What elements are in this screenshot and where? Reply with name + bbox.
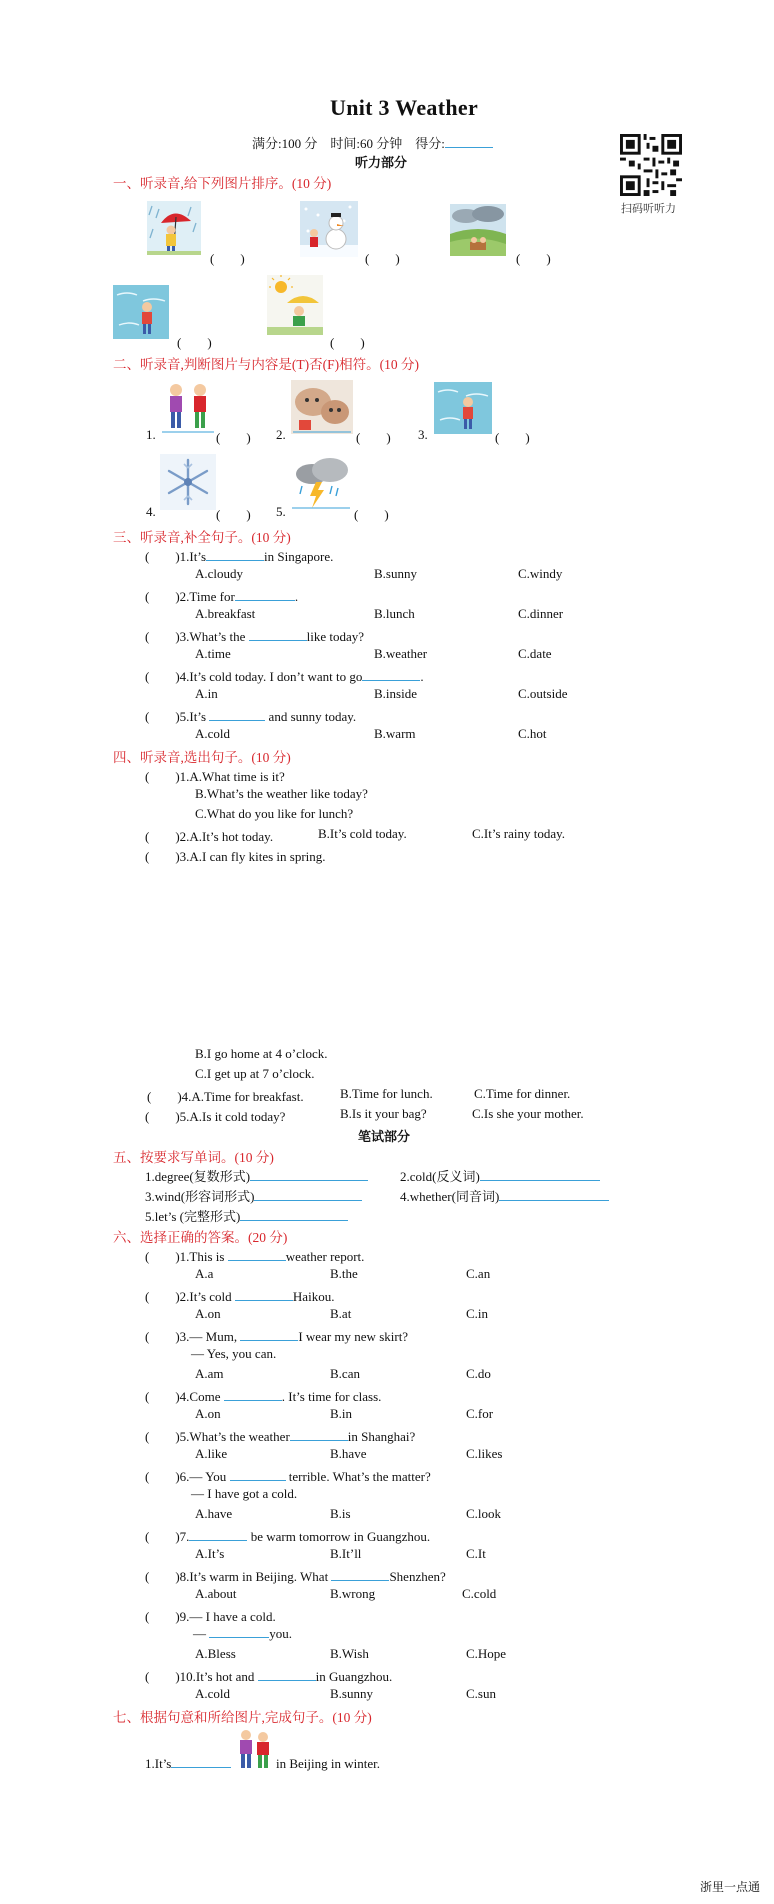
s6-q6-reply: — I have got a cold. [191, 1486, 298, 1501]
s6-q3-option-c[interactable]: C.do [466, 1366, 491, 1381]
s6-blank-3[interactable] [240, 1329, 298, 1341]
s6-q2-option-c[interactable]: C.in [466, 1306, 489, 1321]
section-6-heading: 六、选择正确的答案。(20 分) [113, 1230, 288, 1245]
s2-num-3: 3. [418, 427, 428, 442]
s1-blank-5[interactable]: ( ) [330, 335, 365, 350]
s3-q4-option-c[interactable]: C.outside [518, 686, 568, 701]
s7-question-1-end: in Beijing in winter. [276, 1756, 380, 1771]
s2-num-4: 4. [146, 504, 156, 519]
s6-q1-option-c[interactable]: C.an [466, 1266, 491, 1281]
page-title: Unit 3 Weather [330, 95, 479, 120]
s6-blank-9[interactable] [209, 1626, 269, 1638]
s4-question-5: ( )5.A.Is it cold today? [145, 1109, 286, 1124]
s5-blank-4[interactable] [499, 1189, 609, 1201]
s5-item-4: 4.whether(同音词) [400, 1186, 609, 1205]
s6-q7-option-a[interactable]: A.It’s [195, 1546, 225, 1561]
s6-question-1: ( )1.This is weather report. [145, 1249, 365, 1264]
s3-q1-option-a[interactable]: A.cloudy [195, 566, 244, 581]
s6-q8-option-a[interactable]: A.about [195, 1586, 237, 1601]
s3-q5-option-b[interactable]: B.warm [374, 726, 416, 741]
s4-q2-option-c[interactable]: C.It’s rainy today. [472, 826, 566, 841]
s2-blank-5[interactable]: ( ) [354, 507, 389, 522]
s1-blank-2[interactable]: ( ) [365, 251, 400, 266]
thunderstorm-picture [290, 456, 352, 510]
s6-blank-1[interactable] [228, 1249, 286, 1261]
s4-q1-option-b[interactable]: B.What’s the weather like today? [195, 786, 368, 801]
s2-blank-4[interactable]: ( ) [216, 507, 251, 522]
s3-q1-option-c[interactable]: C.windy [518, 566, 563, 581]
s5-item-1: 1.degree(复数形式) [145, 1166, 368, 1185]
s6-q4-option-a[interactable]: A.on [195, 1406, 221, 1421]
s6-q6-option-b[interactable]: B.is [330, 1506, 351, 1521]
score-line: 满分:100 分 时间:60 分钟 得分: [252, 133, 493, 152]
s6-q3-option-a[interactable]: A.am [195, 1366, 224, 1381]
s3-q2-option-c[interactable]: C.dinner [518, 606, 564, 621]
s5-item-2: 2.cold(反义词) [400, 1166, 600, 1185]
s6-blank-6[interactable] [230, 1469, 286, 1481]
s2-num-5: 5. [276, 504, 286, 519]
s3-q3-option-a[interactable]: A.time [195, 646, 231, 661]
s3-blank-2[interactable] [235, 589, 295, 601]
s6-question-9: ( )9.— I have a cold. [145, 1609, 276, 1624]
s3-q3-option-c[interactable]: C.date [518, 646, 552, 661]
s4-question-3: ( )3.A.I can fly kites in spring. [145, 849, 326, 864]
s6-q8-option-c[interactable]: C.cold [462, 1586, 497, 1601]
s6-q7-option-c[interactable]: C.It [466, 1546, 486, 1561]
s6-q5-option-a[interactable]: A.like [195, 1446, 228, 1461]
s3-q5-option-c[interactable]: C.hot [518, 726, 547, 741]
s1-blank-3[interactable]: ( ) [516, 251, 551, 266]
s6-blank-2[interactable] [235, 1289, 293, 1301]
s5-blank-2[interactable] [480, 1169, 600, 1181]
s3-blank-3[interactable] [249, 629, 307, 641]
score-blank[interactable] [445, 136, 493, 148]
s6-q9-option-a[interactable]: A.Bless [195, 1646, 236, 1661]
s4-q2-option-b[interactable]: B.It’s cold today. [318, 826, 407, 841]
s5-item-5: 5.let’s (完整形式) [145, 1206, 348, 1225]
s5-blank-5[interactable] [240, 1209, 348, 1221]
s3-q2-option-a[interactable]: A.breakfast [195, 606, 256, 621]
s6-question-6: ( )6.— You terrible. What’s the matter? [145, 1469, 431, 1484]
qr-code [620, 134, 682, 196]
cloudy-field-picture [450, 204, 506, 256]
s6-q2-option-b[interactable]: B.at [330, 1306, 352, 1321]
s3-blank-4[interactable] [362, 669, 420, 681]
wind-faces-picture [291, 380, 353, 434]
s3-q2-option-b[interactable]: B.lunch [374, 606, 415, 621]
s1-blank-1[interactable]: ( ) [210, 251, 245, 266]
s2-blank-1[interactable]: ( ) [216, 430, 251, 445]
s6-q2-option-a[interactable]: A.on [195, 1306, 221, 1321]
s6-blank-5[interactable] [290, 1429, 348, 1441]
section-7-heading: 七、根据句意和所给图片,完成句子。(10 分) [113, 1710, 372, 1725]
windy-boy-picture-2 [434, 382, 492, 434]
s4-q4-option-c[interactable]: C.Time for dinner. [474, 1086, 571, 1101]
s3-question-4: ( )4.It’s cold today. I don’t want to go . [145, 669, 424, 684]
s6-q3-reply: — Yes, you can. [191, 1346, 277, 1361]
s3-question-2: ( )2.Time for . [145, 589, 299, 604]
section-3-heading: 三、听录音,补全句子。(10 分) [113, 530, 291, 545]
s6-q6-option-a[interactable]: A.have [195, 1506, 233, 1521]
two-kids-picture [160, 380, 216, 434]
s3-blank-5[interactable] [209, 709, 265, 721]
s7-question-1: 1.It’s [145, 1756, 231, 1772]
s3-q4-option-b[interactable]: B.inside [374, 686, 417, 701]
s6-q10-option-a[interactable]: A.cold [195, 1686, 231, 1701]
snowman-picture [300, 201, 358, 257]
s7-blank-1[interactable] [171, 1756, 231, 1768]
s4-question-1: ( )1.A.What time is it? [145, 769, 285, 784]
section-4-heading: 四、听录音,选出句子。(10 分) [113, 750, 291, 765]
s6-q3-option-b[interactable]: B.can [330, 1366, 360, 1381]
s5-item-3: 3.wind(形容词形式) [145, 1186, 362, 1205]
s4-q5-option-c[interactable]: C.Is she your mother. [472, 1106, 584, 1121]
s5-blank-3[interactable] [254, 1189, 362, 1201]
s6-q10-option-b[interactable]: B.sunny [330, 1686, 373, 1701]
s6-q9-option-c[interactable]: C.Hope [466, 1646, 507, 1661]
s4-q3-option-b[interactable]: B.I go home at 4 o’clock. [195, 1046, 328, 1061]
s6-question-3: ( )3.— Mum, I wear my new skirt? [145, 1329, 409, 1344]
s6-blank-7[interactable] [189, 1529, 247, 1541]
winter-kids-picture [236, 1728, 272, 1772]
s4-question-2: ( )2.A.It’s hot today. [145, 829, 274, 844]
s3-question-5: ( )5.It’s and sunny today. [145, 709, 357, 724]
s4-q1-option-c[interactable]: C.What do you like for lunch? [195, 806, 354, 821]
s3-question-3: ( )3.What’s the like today? [145, 629, 365, 644]
s4-q4-option-b[interactable]: B.Time for lunch. [340, 1086, 433, 1101]
s2-blank-3[interactable]: ( ) [495, 430, 530, 445]
snowflake-picture [160, 454, 216, 510]
s2-num-2: 2. [276, 427, 286, 442]
s6-q1-option-a[interactable]: A.a [195, 1266, 214, 1281]
section-5-heading: 五、按要求写单词。(10 分) [113, 1150, 274, 1165]
sunny-kid-picture [267, 275, 323, 335]
section-2-heading: 二、听录音,判断图片与内容是(T)否(F)相符。(10 分) [113, 357, 419, 372]
s6-blank-10[interactable] [258, 1669, 316, 1681]
s6-q9-reply: — you. [193, 1626, 292, 1641]
s6-blank-4[interactable] [224, 1389, 282, 1401]
s3-q3-option-b[interactable]: B.weather [374, 646, 428, 661]
s6-question-10: ( )10.It’s hot and in Guangzhou. [145, 1669, 393, 1684]
s3-q4-option-a[interactable]: A.in [195, 686, 218, 701]
s6-blank-8[interactable] [331, 1569, 389, 1581]
s3-question-1: ( )1.It’s in Singapore. [145, 549, 334, 564]
s4-q3-option-c[interactable]: C.I get up at 7 o’clock. [195, 1066, 315, 1081]
s6-q5-option-c[interactable]: C.likes [466, 1446, 503, 1461]
s6-q8-option-b[interactable]: B.wrong [330, 1586, 376, 1601]
s6-q5-option-b[interactable]: B.have [330, 1446, 367, 1461]
s6-q1-option-b[interactable]: B.the [330, 1266, 358, 1281]
writing-heading: 笔试部分 [358, 1129, 411, 1144]
s6-q9-option-b[interactable]: B.Wish [330, 1646, 369, 1661]
s3-blank-1[interactable] [206, 549, 264, 561]
qr-caption: 扫码听听力 [621, 203, 676, 215]
rain-umbrella-picture [147, 201, 201, 255]
s2-blank-2[interactable]: ( ) [356, 430, 391, 445]
section-1-heading: 一、听录音,给下列图片排序。(10 分) [113, 176, 332, 191]
s6-question-4: ( )4.Come . It’s time for class. [145, 1389, 382, 1404]
s3-q1-option-b[interactable]: B.sunny [374, 566, 417, 581]
s5-blank-1[interactable] [250, 1169, 368, 1181]
s1-blank-4[interactable]: ( ) [177, 335, 212, 350]
s6-q4-option-b[interactable]: B.in [330, 1406, 353, 1421]
s4-q5-option-b[interactable]: B.Is it your bag? [340, 1106, 427, 1121]
s2-num-1: 1. [146, 427, 156, 442]
s6-question-8: ( )8.It’s warm in Beijing. What Shenzhen? [145, 1569, 446, 1584]
s6-q6-option-c[interactable]: C.look [466, 1506, 502, 1521]
s4-question-4: ( )4.A.Time for breakfast. [147, 1089, 304, 1104]
windy-boy-picture [113, 285, 169, 339]
s6-question-5: ( )5.What’s the weather in Shanghai? [145, 1429, 416, 1444]
s6-q7-option-b[interactable]: B.It’ll [330, 1546, 362, 1561]
listening-heading: 听力部分 [355, 155, 408, 170]
footer-brand: 浙里一点通 [700, 1880, 761, 1894]
s6-q10-option-c[interactable]: C.sun [466, 1686, 496, 1701]
s6-question-2: ( )2.It’s cold Haikou. [145, 1289, 335, 1304]
s6-q4-option-c[interactable]: C.for [466, 1406, 494, 1421]
s6-question-7: ( )7. be warm tomorrow in Guangzhou. [145, 1529, 431, 1544]
s3-q5-option-a[interactable]: A.cold [195, 726, 231, 741]
